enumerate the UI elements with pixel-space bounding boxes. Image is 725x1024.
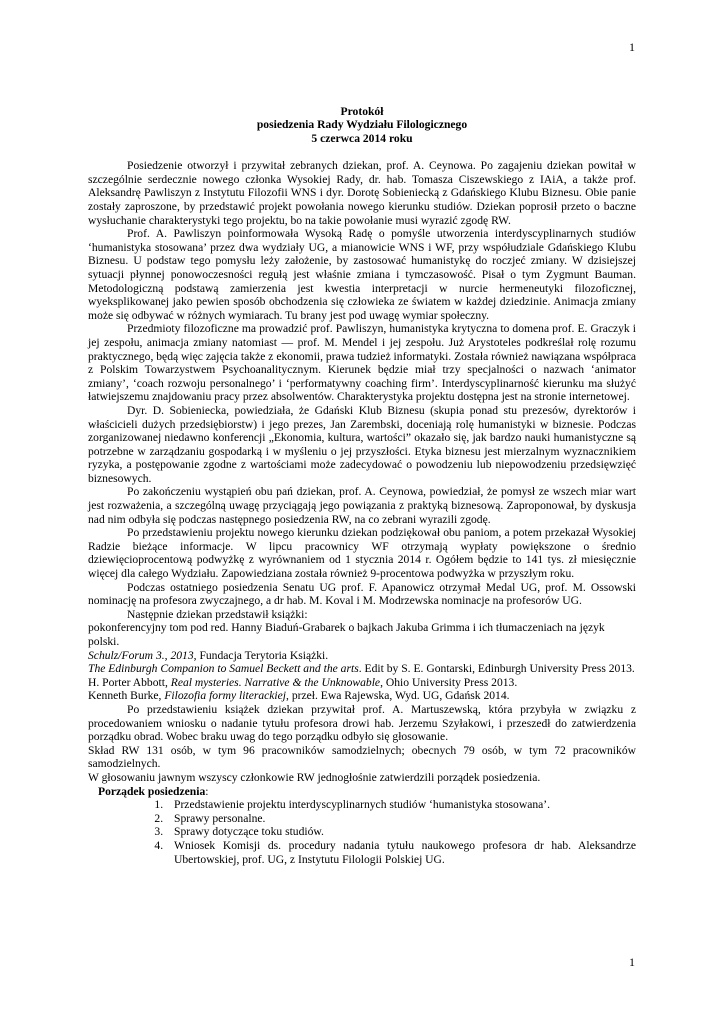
book-author: H. Porter Abbott, [88,675,171,689]
book-text: , Ohio University Press 2013. [380,675,518,689]
book-title: The Edinburgh Companion to Samuel Beckett and the arts [88,662,359,676]
book-text: pokonferencyjny tom pod red. Hanny Biaduń-Grabarek o bajkach Jakuba Grimma i ich tłumaczeniach na język polski. [88,621,605,648]
paragraph-composition: Skład RW 131 osób, w tym 96 pracowników samodzielnych; obecnych 79 osób, w tym 72 pracowników samodzielnych. [88,743,636,771]
paragraph-opening: Posiedzenie otworzył i przywitał zebranych dziekan, prof. A. Ceynowa. Po zagajeniu dziekan powitał w szczególnie serdecznie nowego członka Wysokiej Rady, dr. hab. Tomasza Ciszewskiego z IAiA, a także prof. Aleksandrę Pawliszyn z Instytutu Filozofii WNS i dyr. Dorotę Sobieniecką z Gdańskiego Klubu Biznesu. Obie panie zostały zaproszone, by przedstawić projekt powołania nowego kierunku studiów. Dziekan poprosił przeto o baczne wysłuchanie charakterystyki tego projektu, bo na takie powołanie musi wyrazić zgodę RW. [88,159,636,227]
agenda-item: 4. Wniosek Komisji ds. procedury nadania tytułu naukowego profesora dr hab. Aleksandrze Ubertowskiej, prof. UG, z Instytutu Filologii Polskiej UG. [166,839,636,866]
book-entry [88,689,636,703]
paragraph-books-intro: Następnie dziekan przedstawił książki: [127,607,308,621]
agenda-colon: : [205,784,209,798]
book-entry [88,649,636,663]
agenda-item: 1. Przedstawienie projektu interdyscyplinarnych studiów ‘humanistyka stosowana’. [166,798,636,812]
title-line-1: Protokół [340,105,384,118]
book-entry [88,621,636,648]
book-title: Real mysteries. Narrative & the Unknowable [170,675,381,689]
book-author: Kenneth Burke, [88,689,165,703]
paragraph-subjects: Przedmioty filozoficzne ma prowadzić prof. Pawliszyn, humanistyka krytyczna to domena prof. E. Graczyk i jej zespołu, animacja zmiany natomiast — prof. M. Mendel i jej zespołu. Już Arystoteles podkreślał rolę rozumu praktycznego, będą więc zajęcia także z ekonomii, prawa tudzież informatyki. Została również nawiązana współpraca z Polskim Towarzystwem Psychoanalitycznym. Kierunek będzie miał trzy specjalności o nazwach ‘animator zmiany’, ‘coach rozwoju personalnego’ i ‘performatywny coaching firm’. Interdyscyplinarność kierunku ma służyć łatwiejszemu znajdowaniu pracy przez absolwentów. Charakterystyka projektu dostępna jest na stronie internetowej. [88,322,636,404]
paragraph-senate: Podczas ostatniego posiedzenia Senatu UG prof. F. Apanowicz otrzymał Medal UG, prof. M. Ossowski nominację na profesora zwyczajnego, a dr hab. M. Koval i M. Modrzewska nominacje na profesorów UG. [88,580,636,608]
page-number-bottom: 1 [629,955,635,969]
paragraph-pawliszyn: Prof. A. Pawliszyn poinformowała Wysoką Radę o pomyśle utworzenia interdyscyplinarnych studiów ‘humanistyka stosowana’ przez dwa wydziały UG, a mianowicie WNS i WF, przy współudziale Gdańskiego Klubu Biznesu. U podstaw tego pomysłu leży założenie, by zastosować humanistykę do roczjeć zmiany. W dzisiejszej sytuacji płynnej ponowoczesności regułą jest właśnie zmiana i tymczasowość. Pisał o tym Zygmunt Bauman. Metodologiczną podstawą zamierzenia jest kwestia interpretacji w nurcie hermeneutyki filozoficznej, wyeksplikowanej jako pewien sposób obchodzenia się człowieka ze światem w każdej dziedzinie. Animacja zmiany może się odbywać w różnych wymiarach. Tu brany jest pod uwagę wymiar społeczny. [88,227,636,322]
title-line-3: 5 czerwca 2014 roku [311,131,413,145]
document-title [88,105,636,145]
book-title: Filozofia formy literackiej [164,689,287,703]
paragraph-vote: W głosowaniu jawnym wszyscy członkowie RW jednogłośnie zatwierdzili porządek posiedzenia. [88,770,541,784]
agenda-list [88,798,636,866]
book-text: , przeł. Ewa Rajewska, Wyd. UG, Gdańsk 2014. [286,689,510,703]
page-number-top: 1 [629,40,635,54]
agenda-heading: Porządek posiedzenia [98,784,206,798]
title-line-2: posiedzenia Rady Wydziału Filologicznego [256,118,468,132]
paragraph-sobieniecka: Dyr. D. Sobieniecka, powiedziała, że Gdański Klub Biznesu (skupia ponad stu prezesów, dyrektorów i właścicieli dużych przedsiębiorstw) i jego prezes, Jan Zarembski, doceniają rolę humanistyki w biznesie. Podczas zorganizowanej niedawno konferencji „Ekonomia, kultura, wartości” okazało się, jak bardzo nauki humanistyczne są potrzebne w zarządzaniu gospodarką i w myśleniu o jej przyszłości. Etyka biznesu jest mierzalnym wyznacznikiem ryzyka, a postępowanie zgodne z wartościami może zadecydować o powodzeniu lub niepowodzeniu przedsięwzięć biznesowych. [88,403,636,485]
paragraph-dean-response: Po zakończeniu wystąpień obu pań dziekan, prof. A. Ceynowa, powiedział, że pomysł ze wszech miar wart jest rozważenia, a szczególną uwagę przyciągają jego powiązania z praktyką biznesową. Zaproponował, by dyskusja nad nim odbyła się podczas następnego posiedzenia RW, na co zebrani wyrazili zgodę. [88,485,636,526]
book-text: . Edit by S. E. Gontarski, Edinburgh University Press 2013. [358,662,635,676]
book-entry [88,662,636,676]
book-title: Schulz/Forum 3., 2013 [88,648,194,662]
paragraph-salaries: Po przedstawieniu projektu nowego kierunku dziekan podziękował obu paniom, a potem przekazał Wysokiej Radzie bieżące informacje. W lipcu pracownicy WF otrzymają wypłaty powiększone o średnio dziewięcioprocentową podwyżkę z wyrównaniem od 1 stycznia 2014 r. Ogółem będzie to 141 tys. zł miesięcznie więcej dla całego Wydziału. Zapowiedziana została również 9-procentowa podwyżka w przyszłym roku. [88,526,636,581]
agenda-item: 2. Sprawy personalne. [166,812,636,826]
agenda [88,785,636,867]
agenda-item: 3. Sprawy dotyczące toku studiów. [166,825,636,839]
book-entry [88,676,636,690]
book-text: , Fundacja Terytoria Książki. [193,648,329,662]
document-body [88,105,636,866]
paragraph-after-books: Po przedstawieniu książek dziekan przywitał prof. A. Martuszewską, która przybyła w związku z procedowaniem wniosku o nadanie tytułu profesora drowi hab. Jerzemu Szyłakowi, i przeszedł do zatwierdzenia porządku obrad. Wobec braku uwag do tego porządku odbyło się głosowanie. [88,702,636,744]
